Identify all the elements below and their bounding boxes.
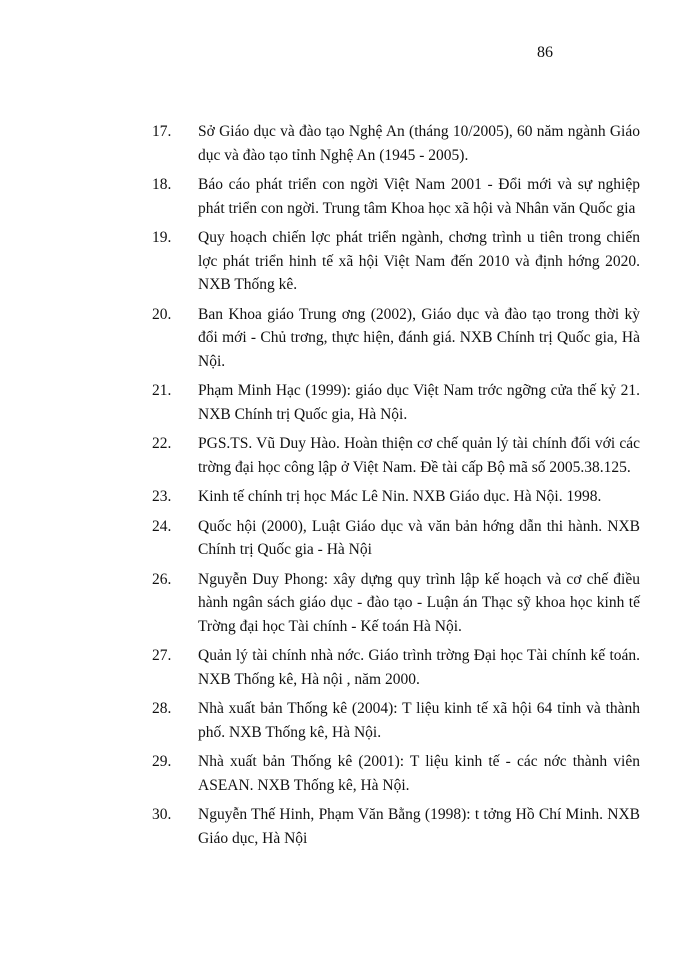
reference-item xyxy=(150,644,640,691)
reference-item xyxy=(150,120,640,167)
reference-number: 30. xyxy=(152,806,172,823)
reference-text: Nhà xuất bản Thống kê (2004): T liệu kinh tế xã hội 64 tỉnh và thành phố. NXB Thống kê, Hà Nội. xyxy=(198,700,640,741)
reference-item xyxy=(150,226,640,297)
reference-text: Nhà xuất bản Thống kê (2001): T liệu kinh tế - các nớc thành viên ASEAN. NXB Thống kê, Hà Nội. xyxy=(198,753,640,794)
reference-number: 27. xyxy=(152,647,172,664)
reference-item xyxy=(150,568,640,639)
reference-number: 17. xyxy=(152,123,172,140)
reference-item xyxy=(150,750,640,797)
reference-number: 19. xyxy=(152,229,172,246)
reference-list xyxy=(150,120,640,856)
page-number: 86 xyxy=(537,44,553,61)
reference-item xyxy=(150,515,640,562)
reference-text: Phạm Minh Hạc (1999): giáo dục Việt Nam trớc ngỡng cửa thế kỷ 21. NXB Chính trị Quốc gia, Hà Nội. xyxy=(198,382,640,423)
reference-number: 20. xyxy=(152,305,172,323)
reference-text: Ban Khoa giáo Trung ơng (2002), Giáo dục và đào tạo trong thời kỳ đổi mới - Chủ trơng, thực hiện, đánh giá. NXB Chính trị Quốc gia, Hà Nội. xyxy=(198,305,640,370)
reference-text: Nguyễn Duy Phong: xây dựng quy trình lập kế hoạch và cơ chế điều hành ngân sách giáo dục - đào tạo - Luận án Thạc sỹ khoa học kinh tế Trờng đại học Tài chính - Kế toán Hà Nội. xyxy=(198,570,640,635)
reference-text: Kinh tế chính trị học Mác Lê Nin. NXB Giáo dục. Hà Nội. 1998. xyxy=(198,488,602,505)
reference-item xyxy=(150,697,640,744)
reference-number: 28. xyxy=(152,700,172,717)
reference-number: 23. xyxy=(152,488,172,505)
reference-number: 29. xyxy=(152,753,172,770)
reference-number: 24. xyxy=(152,517,172,535)
reference-text: PGS.TS. Vũ Duy Hào. Hoàn thiện cơ chế quản lý tài chính đối với các trờng đại học công lập ở Việt Nam. Đề tài cấp Bộ mã số 2005.38.125. xyxy=(198,435,640,476)
reference-item xyxy=(150,485,640,509)
reference-item xyxy=(150,803,640,850)
reference-number: 22. xyxy=(152,435,172,452)
reference-item xyxy=(150,432,640,479)
reference-text: Sở Giáo dục và đào tạo Nghệ An (tháng 10/2005), 60 năm ngành Giáo dục và đào tạo tỉnh Nghệ An (1945 - 2005). xyxy=(198,123,640,164)
reference-text: Nguyễn Thế Hinh, Phạm Văn Bằng (1998): t tởng Hồ Chí Minh. NXB Giáo dục, Hà Nội xyxy=(198,806,640,847)
reference-text: Quản lý tài chính nhà nớc. Giáo trình trờng Đại học Tài chính kế toán. NXB Thống kê, Hà nội , năm 2000. xyxy=(198,647,640,688)
reference-text: Báo cáo phát triển con ngời Việt Nam 2001 - Đổi mới và sự nghiệp phát triển con ngời. Trung tâm Khoa học xã hội và Nhân văn Quốc gia xyxy=(198,176,640,217)
reference-text: Quốc hội (2000), Luật Giáo dục và văn bản hớng dẫn thi hành. NXB Chính trị Quốc gia - Hà Nội xyxy=(198,517,640,558)
reference-number: 18. xyxy=(152,176,172,193)
reference-item xyxy=(150,173,640,220)
reference-number: 21. xyxy=(152,382,172,399)
reference-text: Quy hoạch chiến lợc phát triển ngành, chơng trình u tiên trong chiến lợc phát triển hinh tế xã hội Việt Nam đến 2010 và định hớng 2020. NXB Thống kê. xyxy=(198,229,640,293)
reference-item xyxy=(150,379,640,426)
reference-item xyxy=(150,303,640,374)
reference-number: 26. xyxy=(152,570,172,588)
